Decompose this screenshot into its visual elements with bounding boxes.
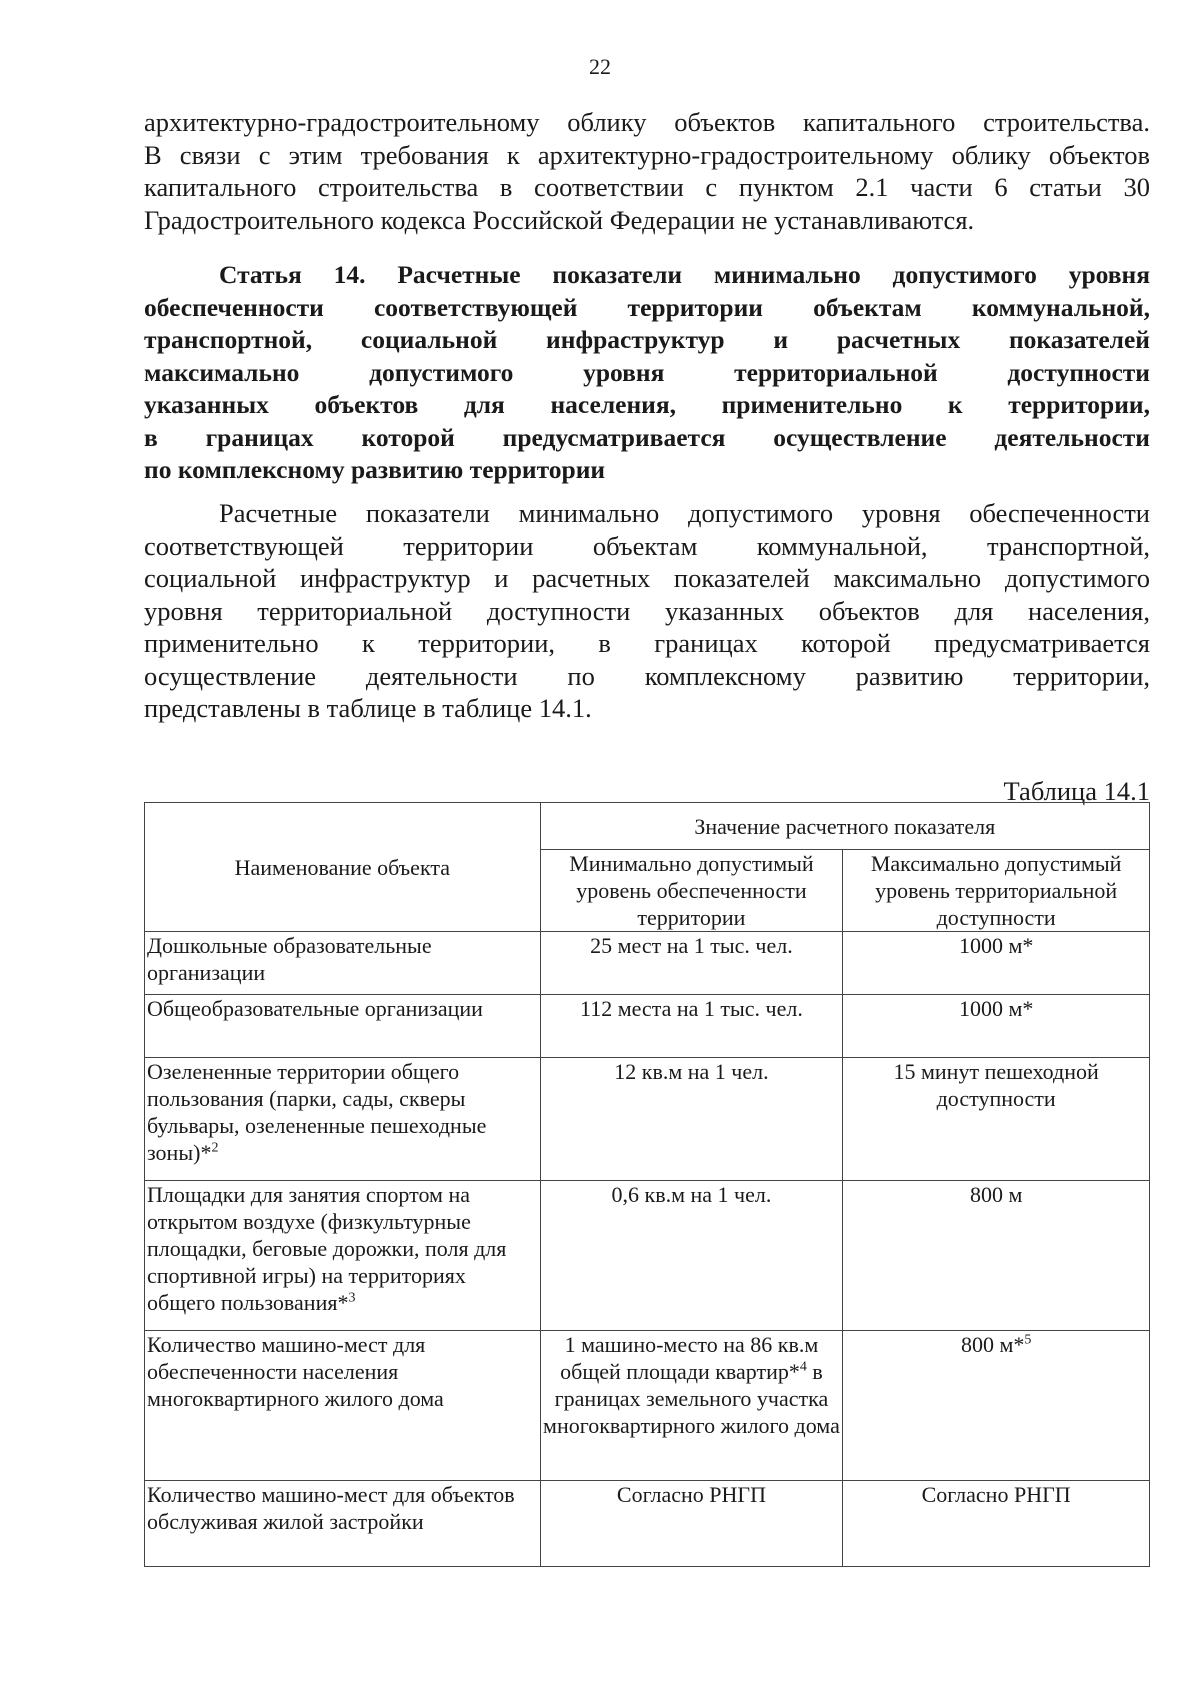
footnote-mark: 3 [348,1290,356,1306]
row-max-value: 1000 м* [843,932,1150,995]
row-min-value [540,1331,843,1481]
row-name: Дошкольные образовательные организации [145,932,541,995]
table-row [145,1331,1150,1481]
page-number: 22 [589,54,611,79]
footnote-mark: 5 [1024,1332,1032,1348]
table-caption: Таблица 14.1 [1003,776,1150,806]
row-name-text: Озелененные территории общего пользования (парки, сады, скверы бульвары, озелененные пешеходные зоны)* [147,1059,487,1165]
row-max-value [843,1331,1150,1481]
row-name: Количество машино-мест для объектов обслуживая жилой застройки [145,1481,541,1567]
intro-paragraph [144,106,1150,236]
header-object-name: Наименование объекта [145,803,541,932]
body-line: представлены в таблице в таблице 14.1. [144,693,592,723]
row-min-value: 25 мест на 1 тыс. чел. [540,932,843,995]
body-line: соответствующей территории объектам коммунальной, транспортной, [144,530,1150,561]
heading-line: указанных объектов для населения, применительно к территории, [144,390,1150,419]
body-line: Расчетные показатели минимально допустимого уровня обеспеченности [219,498,1150,528]
heading-line: по комплексному развитию территории [144,455,606,484]
header-max-level: Максимально допустимый уровень территориальной доступности [843,850,1150,932]
row-name: Общеобразовательные организации [145,995,541,1058]
body-paragraph [144,497,1150,725]
row-name: Количество машино-мест для обеспеченности населения многоквартирного жилого дома [145,1331,541,1481]
table-row [145,995,1150,1058]
intro-line: капитального строительства в соответствии с пунктом 2.1 части 6 статьи 30 [144,172,1150,202]
row-min-text: 1 машино-место на 86 кв.м общей площади квартир* [560,1332,819,1384]
row-min-text-continued: в границах земельного участка многоквартирного жилого дома [543,1359,840,1438]
header-min-level: Минимально допустимый уровень обеспеченности территории [540,850,843,932]
row-name [145,1058,541,1181]
article-heading [144,259,1150,487]
body-line: применительно к территории, в границах которой предусматривается [144,628,1150,658]
heading-line: обеспеченности соответствующей территории объектам коммунальной, [144,292,1150,322]
indicators-table [144,802,1150,1567]
intro-line: В связи с этим требования к архитектурно-градостроительному облику объектов [144,139,1150,170]
row-min-value: 112 места на 1 тыс. чел. [540,995,843,1058]
table-header-row [145,803,1150,850]
table-row [145,1058,1150,1181]
row-max-value: 15 минут пешеходной доступности [843,1058,1150,1181]
table-row [145,1481,1150,1567]
footnote-mark: 2 [211,1140,219,1156]
intro-line: Градостроительного кодекса Российской Федерации не устанавливаются. [144,204,975,235]
row-min-value: Согласно РНГП [540,1481,843,1567]
body-line: социальной инфраструктур и расчетных показателей максимально допустимого [144,563,1150,593]
body-line: осуществление деятельности по комплексному развитию территории, [144,660,1150,691]
table-row [145,932,1150,995]
heading-line: Статья 14. Расчетные показатели минимально допустимого уровня [219,260,1150,289]
row-max-value: 1000 м* [843,995,1150,1058]
row-max-value: 800 м [843,1181,1150,1331]
header-indicator-value: Значение расчетного показателя [540,803,1149,850]
row-min-value: 0,6 кв.м на 1 чел. [540,1181,843,1331]
row-min-value: 12 кв.м на 1 чел. [540,1058,843,1181]
row-max-text: 800 м* [960,1332,1025,1357]
row-max-value: Согласно РНГП [843,1481,1150,1567]
row-name-text: Площадки для занятия спортом на открытом воздухе (физкультурные площадки, беговые дорожки, поля для спортивной игры) на территориях общего пользования* [147,1182,507,1315]
intro-line: архитектурно-градостроительному облику объектов капитального строительства. [144,107,1150,137]
heading-line: в границах которой предусматривается осуществление деятельности [144,422,1150,452]
heading-line: максимально допустимого уровня территориальной доступности [144,357,1150,387]
table-row [145,1181,1150,1331]
heading-line: транспортной, социальной инфраструктур и расчетных показателей [144,325,1150,354]
body-line: уровня территориальной доступности указанных объектов для населения, [144,595,1150,626]
footnote-mark: 4 [799,1359,807,1375]
row-name [145,1181,541,1331]
